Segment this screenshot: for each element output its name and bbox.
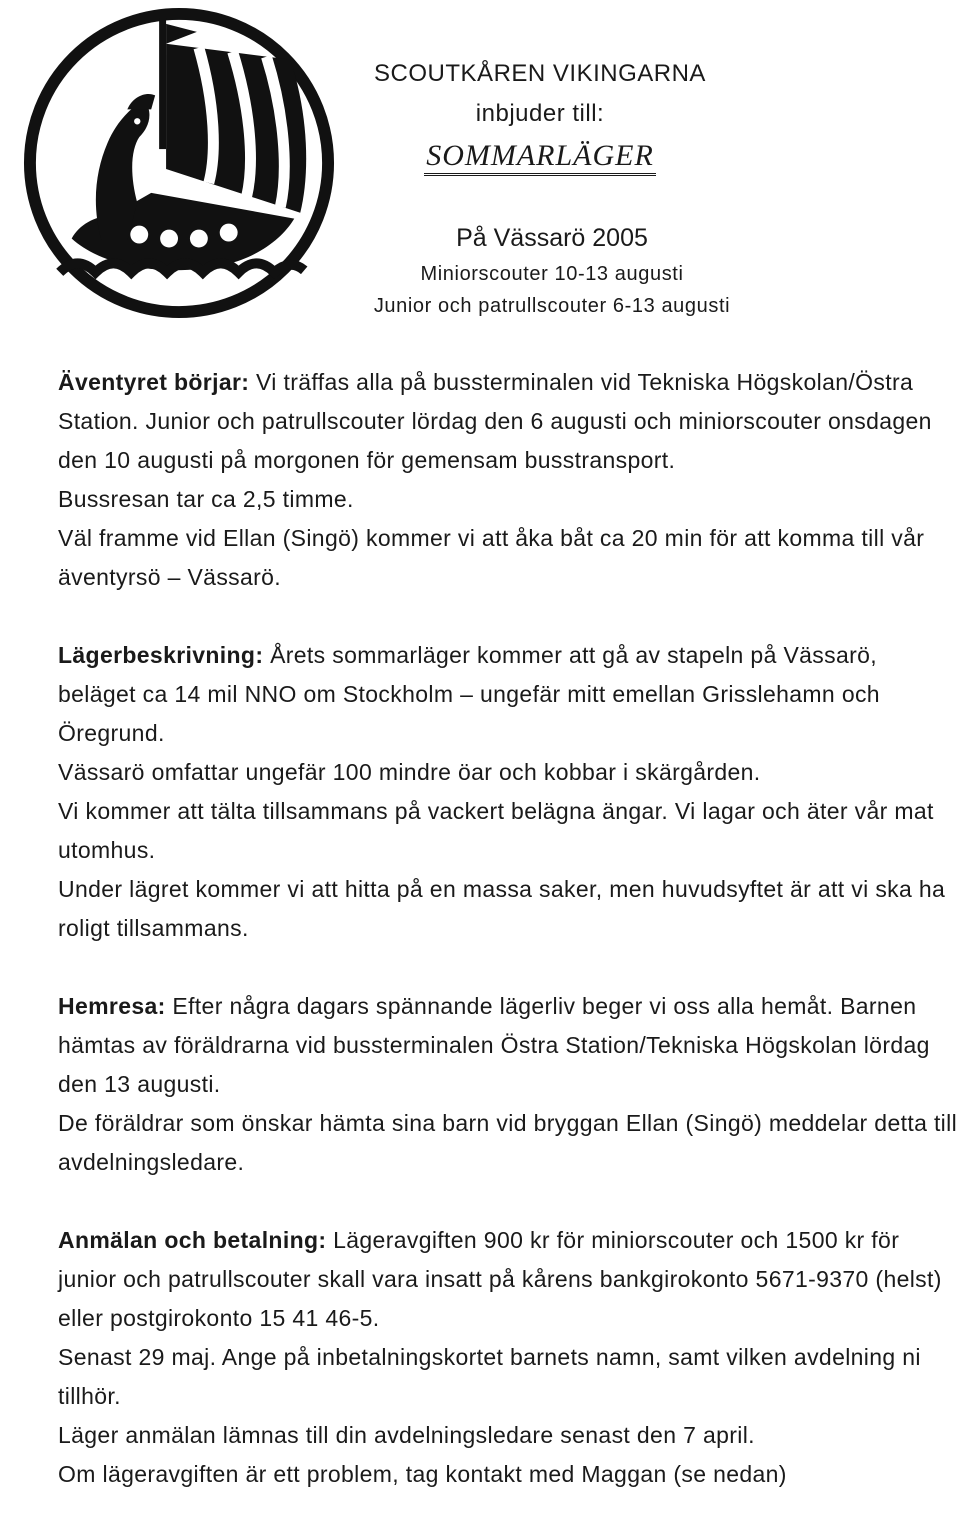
description-label: Lägerbeskrivning: <box>58 642 264 668</box>
junior-dates: Junior och patrullscouter 6-13 augusti <box>373 295 731 317</box>
registration-text-3: Läger anmälan lämnas till din avdelningsledare senast den 7 april. <box>58 1422 755 1448</box>
place-year: På Vässarö 2005 <box>456 224 648 252</box>
adventure-text-2: Bussresan tar ca 2,5 timme. <box>58 486 354 512</box>
return-text-1: Efter några dagars spännande lägerliv beger vi oss alla hemåt. Barnen hämtas av föräldrarna vid bussterminalen Östra Station/Tekniska Högskolan lördag den 13 augusti. <box>58 993 930 1097</box>
registration-paragraph <box>58 1221 958 1338</box>
description-text-4: Under lägret kommer vi att hitta på en massa saker, men huvudsyftet är att vi ska ha roligt tillsammans. <box>58 876 946 941</box>
registration-label: Anmälan och betalning: <box>58 1227 327 1253</box>
description-text-3: Vi kommer att tälta tillsammans på vackert belägna ängar. Vi lagar och äter vår mat utomhus. <box>58 798 934 863</box>
description-paragraph <box>58 636 958 753</box>
adventure-label: Äventyret börjar: <box>58 369 250 395</box>
camp-title <box>340 134 740 178</box>
minior-dates: Miniorscouter 10-13 augusti <box>420 263 684 285</box>
registration-text-1: Lägeravgiften 900 kr för miniorscouter och 1500 kr för junior och patrullscouter skall vara insatt på kårens bankgirokonto 5671-9370 (helst) eller postgirokonto 15 41 46-5. <box>58 1227 942 1331</box>
subheader <box>240 218 864 322</box>
adventure-text-3: Väl framme vid Ellan (Singö) kommer vi att åka båt ca 20 min för att komma till vår äventyrsö – Vässarö. <box>58 525 925 590</box>
return-paragraph <box>58 987 958 1104</box>
document-body <box>58 363 958 1494</box>
org-name: SCOUTKÅREN VIKINGARNA <box>374 60 706 87</box>
adventure-paragraph <box>58 363 958 480</box>
registration-text-2: Senast 29 maj. Ange på inbetalningskortet barnets namn, samt vilken avdelning ni tillhör. <box>58 1344 921 1409</box>
registration-text-4: Om lägeravgiften är ett problem, tag kontakt med Maggan (se nedan) <box>58 1461 787 1487</box>
return-text-2: De föräldrar som önskar hämta sina barn vid bryggan Ellan (Singö) meddelar detta till avdelningsledare. <box>58 1110 958 1175</box>
return-label: Hemresa: <box>58 993 166 1019</box>
adventure-text-1: Vi träffas alla på bussterminalen vid Tekniska Högskolan/Östra Station. Junior och patrullscouter lördag den 6 augusti och miniorscouter onsdagen den 10 augusti på morgonen för gemensam busstransport. <box>58 369 932 473</box>
header <box>340 54 740 178</box>
camp-title-text: SOMMARLÄGER <box>424 139 656 176</box>
invites-text: inbjuder till: <box>475 100 605 127</box>
description-text-1: Årets sommarläger kommer att gå av stapeln på Vässarö, beläget ca 14 mil NNO om Stockholm – ungefär mitt emellan Grisslehamn och Öregrund. <box>58 642 880 746</box>
description-text-2: Vässarö omfattar ungefär 100 mindre öar och kobbar i skärgården. <box>58 759 761 785</box>
